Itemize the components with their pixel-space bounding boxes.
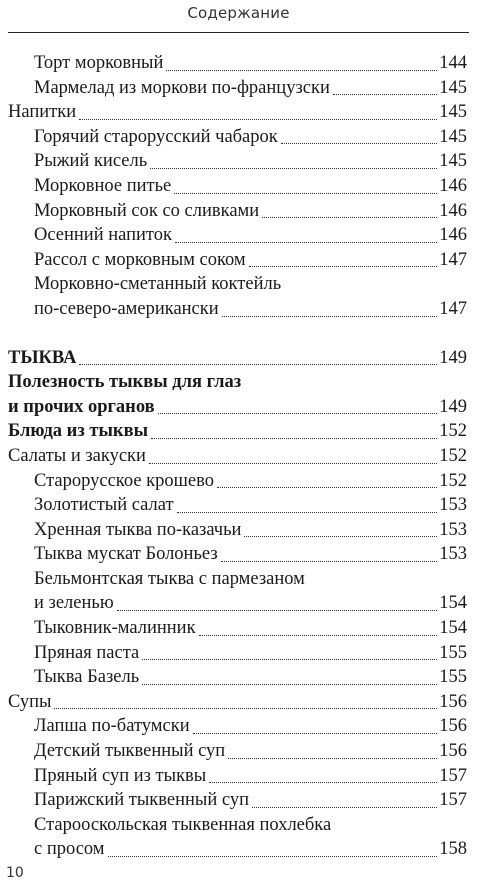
dot-leader — [252, 807, 437, 808]
toc-entry-page: 156 — [439, 716, 467, 737]
toc-entry-page: 156 — [439, 691, 467, 712]
dot-leader — [79, 119, 437, 120]
toc-entry — [8, 469, 467, 494]
toc-entry-title: Детский тыквенный суп — [34, 741, 226, 762]
toc-entry — [8, 223, 467, 248]
toc-entry-title: Пряный суп из тыквы — [34, 765, 207, 786]
dot-leader — [244, 536, 437, 537]
toc-entry-title-line1: Полезность тыквы для глаз — [8, 372, 242, 393]
toc-entry — [8, 174, 467, 199]
toc-entry-title: Мармелад из моркови по-французски — [34, 77, 330, 98]
toc-entry — [8, 248, 467, 273]
toc-entry — [8, 764, 467, 789]
header-rule — [8, 32, 469, 33]
toc-entry — [8, 125, 467, 150]
toc-entry-title: Золотистый салат — [34, 495, 174, 516]
toc-entry-title: Торт морковный — [34, 53, 164, 73]
running-head: Содержание — [187, 4, 290, 22]
toc-entry-page: 145 — [439, 102, 467, 123]
toc-entry-page: 146 — [439, 175, 467, 196]
dot-leader — [249, 266, 438, 267]
toc-chapter-entry — [8, 370, 467, 419]
toc-entry-page: 157 — [439, 765, 467, 786]
toc-entry-title-line2: по-северо-американски — [34, 298, 219, 319]
dot-leader — [150, 168, 437, 169]
toc-entry-title-line2: и зеленью — [34, 593, 114, 614]
toc-entry-page: 157 — [439, 790, 467, 811]
toc-entry-title: Тыква мускат Болоньез — [34, 544, 218, 565]
toc-entry-title: Парижский тыквенный суп — [34, 790, 250, 811]
toc-entry-title: Блюда из тыквы — [8, 421, 149, 442]
page-number: 10 — [6, 865, 24, 881]
toc-entry-title: Осенний напиток — [34, 225, 172, 246]
toc-entry-title: Салаты и закуски — [8, 445, 146, 466]
toc-entry-title-line1: Морковно-сметанный коктейль — [34, 274, 282, 295]
dot-leader — [108, 856, 438, 857]
toc-entry — [8, 714, 467, 739]
toc-entry-page: 156 — [439, 741, 467, 762]
dot-leader — [281, 143, 437, 144]
toc-entry-page: 154 — [439, 593, 467, 614]
dot-leader — [151, 438, 437, 439]
toc-entry-page: 152 — [439, 445, 467, 466]
toc-entry-title: ТЫКВА — [8, 347, 77, 368]
toc-section-entry — [8, 100, 467, 125]
dot-leader — [175, 242, 437, 243]
table-of-contents — [8, 51, 467, 862]
toc-entry-page: 145 — [439, 77, 467, 98]
toc-chapter-entry — [8, 346, 467, 371]
toc-entry-title: Рассол с морковным соком — [34, 249, 246, 270]
toc-entry — [8, 567, 467, 616]
dot-leader — [142, 684, 437, 685]
toc-entry-page: 146 — [439, 200, 467, 221]
dot-leader — [193, 733, 438, 734]
toc-entry-title: Пряная паста — [34, 642, 140, 663]
toc-entry-page: 149 — [439, 396, 467, 417]
toc-entry-page: 155 — [439, 667, 467, 688]
dot-leader — [142, 659, 437, 660]
toc-entry-title: Тыковник-малинник — [34, 618, 196, 639]
toc-entry — [8, 493, 467, 518]
toc-entry-page: 153 — [439, 495, 467, 516]
toc-entry — [8, 149, 467, 174]
toc-entry-page: 152 — [439, 421, 467, 442]
dot-leader — [222, 316, 438, 317]
toc-entry-title-line2: с просом — [34, 839, 105, 860]
toc-entry-page: 152 — [439, 470, 467, 491]
toc-entry — [8, 542, 467, 567]
toc-entry — [8, 518, 467, 543]
toc-entry-title: Лапша по-батумски — [34, 716, 190, 737]
dot-leader — [158, 413, 438, 414]
toc-section-entry — [8, 690, 467, 715]
toc-entry — [8, 788, 467, 813]
dot-leader — [166, 70, 437, 71]
dot-leader — [177, 512, 438, 513]
toc-entry — [8, 199, 467, 224]
dot-leader — [199, 635, 438, 636]
toc-entry-page: 146 — [439, 225, 467, 246]
toc-entry-page: 153 — [439, 544, 467, 565]
toc-entry — [8, 813, 467, 862]
dot-leader — [54, 708, 437, 709]
dot-leader — [221, 561, 438, 562]
toc-entry-title: Морковный сок со сливками — [34, 200, 260, 221]
toc-entry-page: 149 — [439, 347, 467, 368]
section-gap — [8, 322, 467, 346]
dot-leader — [217, 487, 437, 488]
toc-entry-title: Рыжий кисель — [34, 151, 148, 172]
toc-entry — [8, 665, 467, 690]
dot-leader — [149, 463, 437, 464]
toc-entry — [8, 641, 467, 666]
toc-entry-title: Старорусское крошево — [34, 470, 214, 491]
toc-entry-page: 147 — [439, 298, 467, 319]
toc-entry-title: Тыква Базель — [34, 667, 140, 688]
toc-entry-page: 145 — [439, 151, 467, 172]
dot-leader — [117, 610, 438, 611]
toc-entry-title: Супы — [8, 691, 52, 712]
toc-entry — [8, 76, 467, 101]
toc-entry — [8, 739, 467, 764]
toc-entry-title: Морковное питье — [34, 175, 172, 196]
dot-leader — [174, 193, 437, 194]
toc-entry-title: Напитки — [8, 102, 77, 123]
dot-leader — [228, 758, 437, 759]
toc-entry-title: Горячий старорусский чабарок — [34, 126, 278, 147]
toc-entry — [8, 616, 467, 641]
toc-entry-page: 147 — [439, 249, 467, 270]
toc-entry-page: 145 — [439, 126, 467, 147]
toc-entry-page: 155 — [439, 642, 467, 663]
dot-leader — [333, 94, 437, 95]
dot-leader — [79, 364, 437, 365]
toc-entry-page: 144 — [439, 53, 467, 73]
toc-entry-page: 154 — [439, 618, 467, 639]
toc-entry-page: 158 — [439, 839, 467, 860]
toc-entry-title-line2: и прочих органов — [8, 396, 155, 417]
toc-section-entry — [8, 444, 467, 469]
toc-entry-title-line1: Бельмонтская тыква с пармезаном — [34, 568, 305, 589]
dot-leader — [262, 217, 437, 218]
toc-entry-title-line1: Старооскольская тыквенная похлебка — [34, 814, 332, 835]
toc-entry — [8, 51, 467, 76]
toc-chapter-entry — [8, 419, 467, 444]
toc-entry-title: Хренная тыква по-казачьи — [34, 519, 242, 540]
toc-entry — [8, 272, 467, 321]
dot-leader — [209, 782, 437, 783]
toc-entry-page: 153 — [439, 519, 467, 540]
